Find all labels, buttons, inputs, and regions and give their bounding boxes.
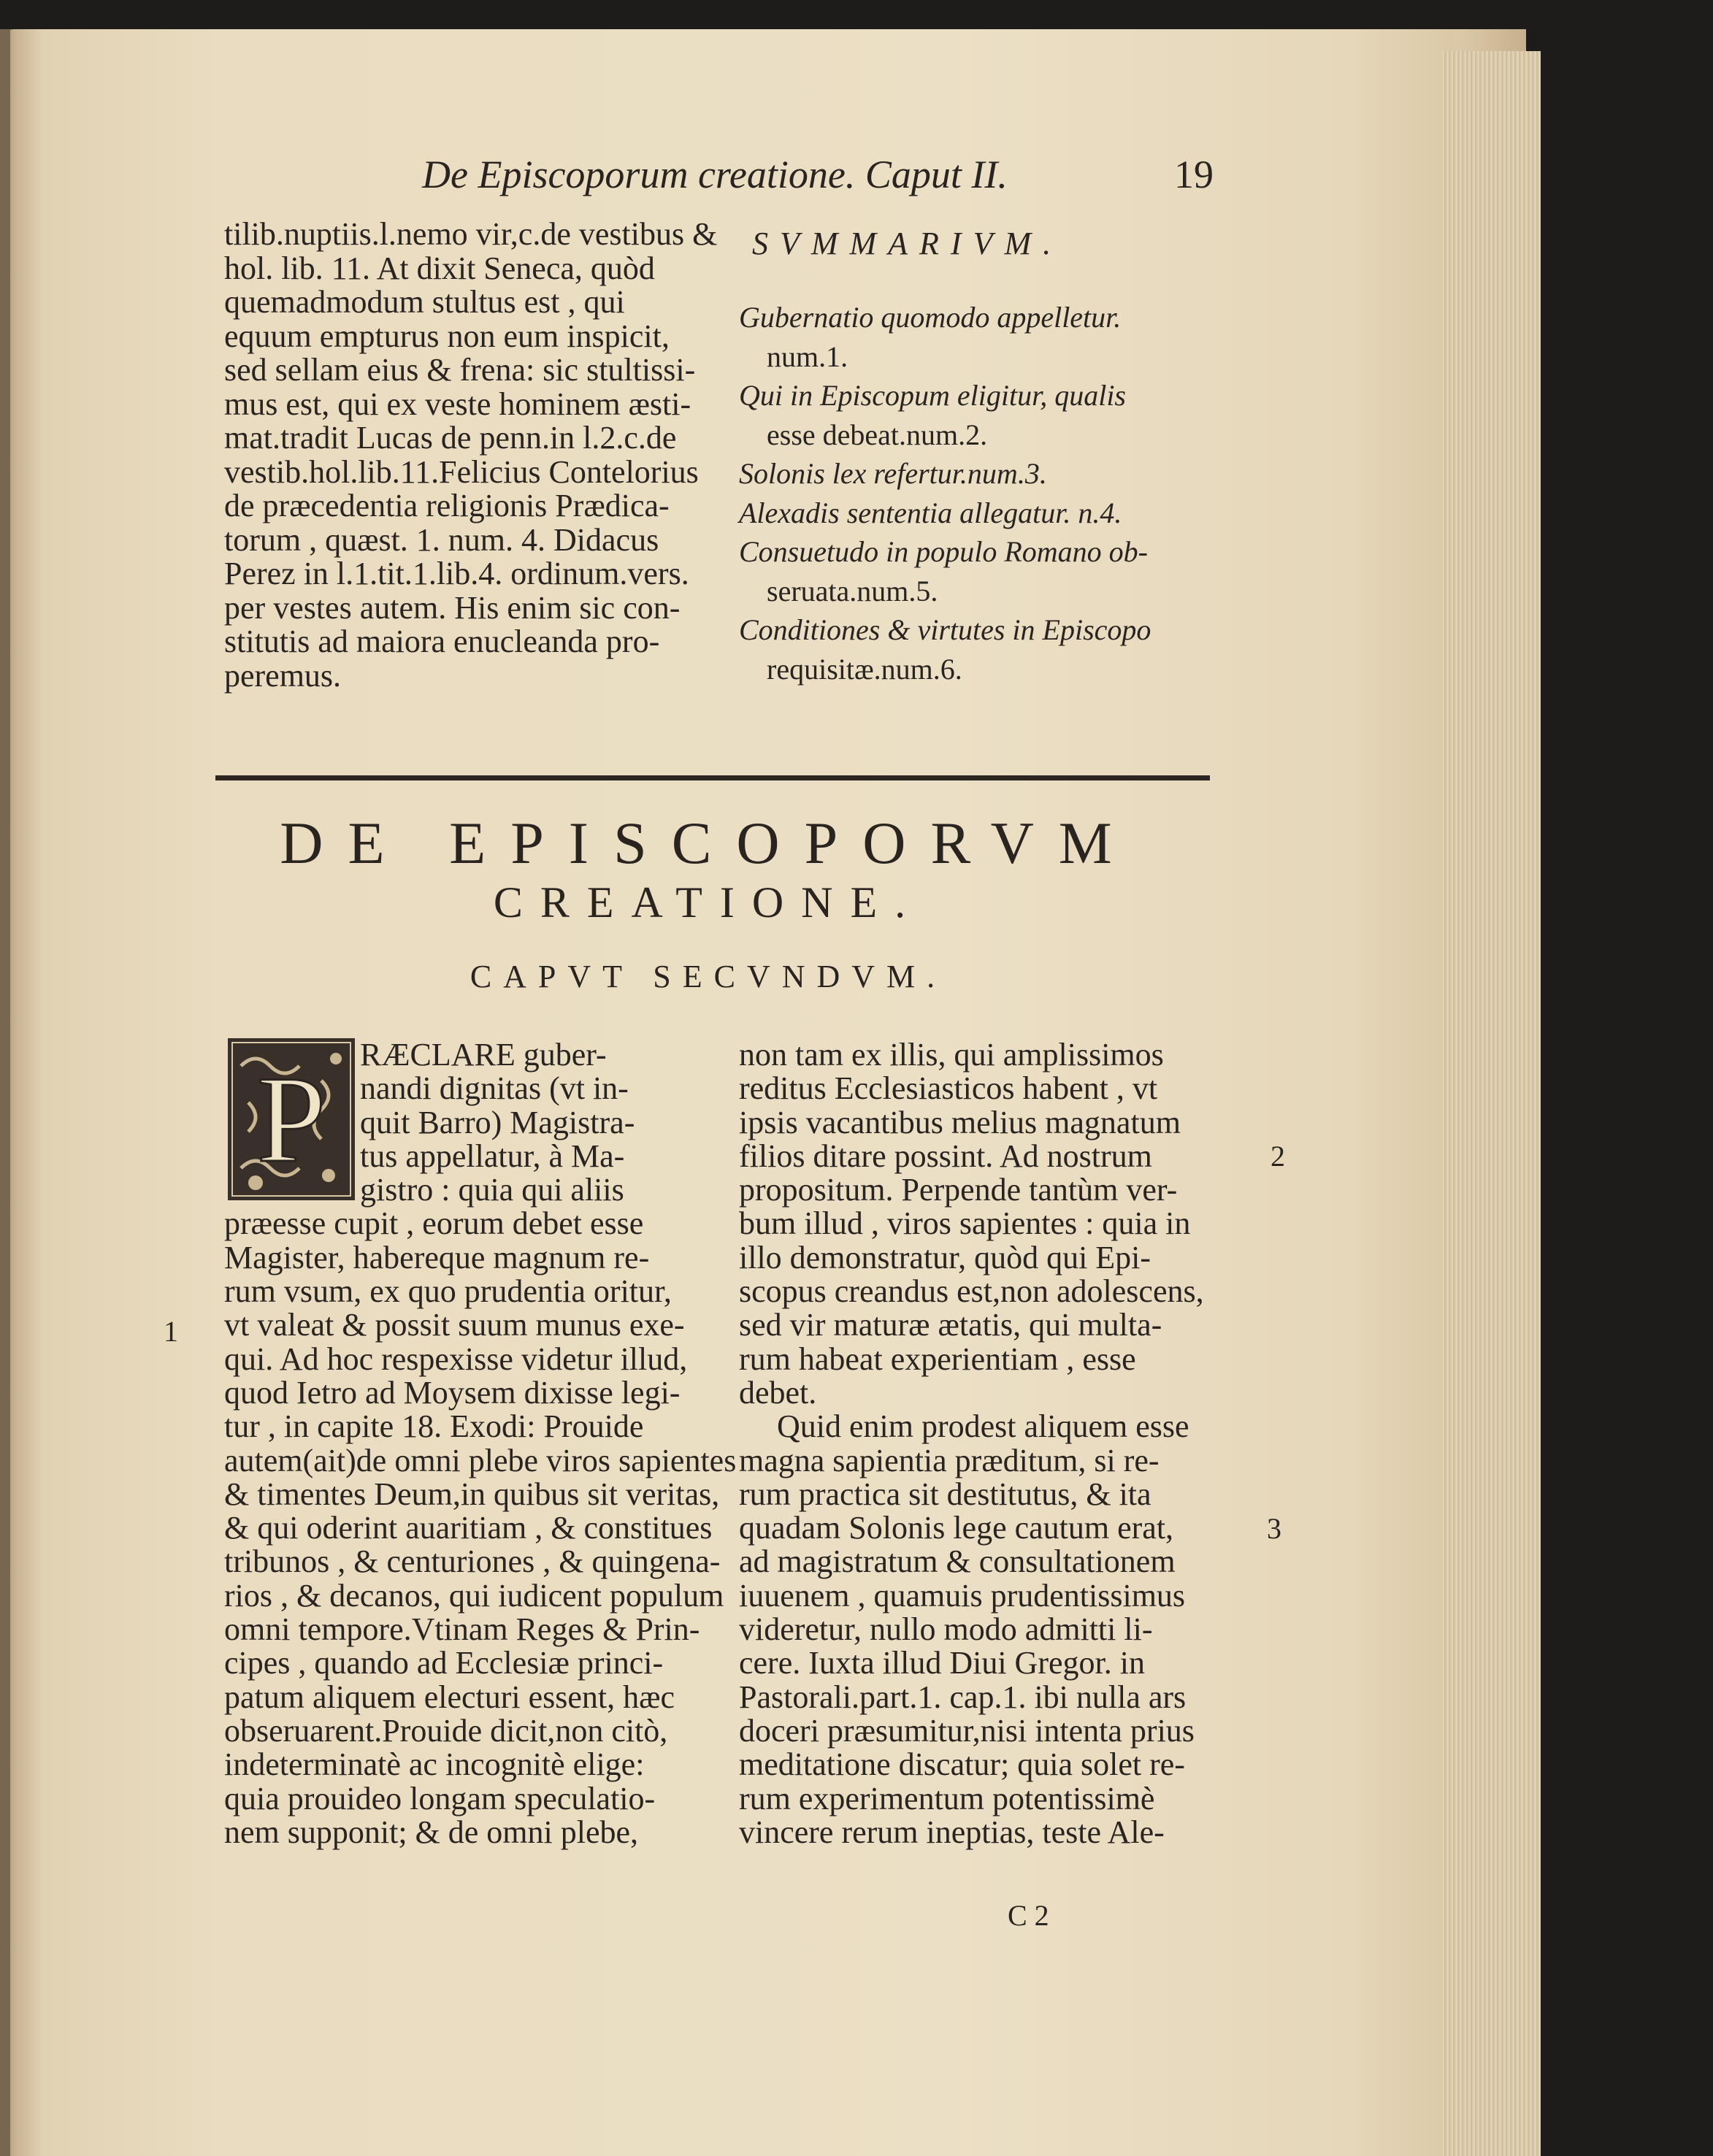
right-body-line: propositum. Perpende tantùm ver- bbox=[739, 1172, 1178, 1208]
left-top-line: mus est, qui ex veste hominem æsti- bbox=[224, 385, 691, 422]
summarium-line: Gubernatio quomodo appelletur. bbox=[739, 301, 1122, 334]
summarium-list bbox=[739, 298, 1151, 688]
summarium-title: SVMMARIVM. bbox=[752, 226, 1063, 261]
summarium-line: seruata.num.5. bbox=[767, 574, 938, 607]
right-body-line: quadam Solonis lege cautum erat, bbox=[739, 1510, 1174, 1546]
signature-mark: C 2 bbox=[1008, 1899, 1049, 1932]
left-top-line: equum empturus non eum inspicit, bbox=[224, 318, 670, 354]
summarium-line: esse debeat.num.2. bbox=[767, 418, 988, 451]
left-top-line: Perez in l.1.tit.1.lib.4. ordinum.vers. bbox=[224, 556, 689, 591]
book-spine bbox=[0, 29, 10, 2156]
left-body-line: patum aliquem electuri essent, hæc bbox=[224, 1679, 675, 1715]
right-body-line: doceri præsumitur,nisi intenta prius bbox=[739, 1712, 1195, 1749]
left-top-line: sed sellam eius & frena: sic stultissi- bbox=[224, 352, 696, 388]
margin-number-3: 3 bbox=[1267, 1512, 1281, 1545]
left-body-line: rum vsum, ex quo prudentia oritur, bbox=[224, 1273, 672, 1310]
right-body-line: rum experimentum potentissimè bbox=[739, 1780, 1155, 1817]
left-top-line: hol. lib. 11. At dixit Seneca, quòd bbox=[224, 250, 655, 286]
left-body-line: quod Ietro ad Moysem dixisse legi- bbox=[224, 1374, 681, 1411]
left-top-line: peremus. bbox=[224, 657, 342, 694]
right-body-line: debet. bbox=[739, 1374, 817, 1411]
right-body-line: bum illud , viros sapientes : quia in bbox=[739, 1205, 1191, 1242]
summarium-line: requisitæ.num.6. bbox=[767, 652, 962, 686]
summarium-line: Consuetudo in populo Romano ob- bbox=[739, 535, 1148, 568]
left-body-line: qui. Ad hoc respexisse videtur illud, bbox=[224, 1340, 688, 1377]
right-body-line: rum practica sit destitutus, & ita bbox=[739, 1476, 1151, 1512]
left-body-column bbox=[224, 1038, 736, 1849]
left-body-line: quit Barro) Magistra- bbox=[360, 1104, 635, 1140]
left-body-line: omni tempore.Vtinam Reges & Prin- bbox=[224, 1611, 700, 1648]
summarium-line: num.1. bbox=[767, 339, 848, 373]
left-body-line: nem supponit; & de omni plebe, bbox=[224, 1814, 639, 1850]
left-top-line: quemadmodum stultus est , qui bbox=[224, 284, 625, 320]
left-body-line: & timentes Deum,in quibus sit veritas, bbox=[224, 1476, 720, 1512]
right-body-line: Quid enim prodest aliquem esse bbox=[777, 1408, 1189, 1445]
page-fore-edge bbox=[1442, 51, 1541, 2156]
left-top-line: tilib.nuptiis.l.nemo vir,c.de vestibus & bbox=[224, 216, 718, 252]
right-body-line: scopus creandus est,non adolescens, bbox=[739, 1273, 1204, 1310]
right-body-line: ad magistratum & consultationem bbox=[739, 1543, 1176, 1580]
right-body-line: ipsis vacantibus melius magnatum bbox=[739, 1104, 1181, 1140]
left-body-line: & qui oderint auaritiam , & constitues bbox=[224, 1510, 713, 1546]
chapter-title-line3: CAPVT SECVNDVM. bbox=[470, 959, 947, 994]
right-body-line: rum habeat experientiam , esse bbox=[739, 1340, 1136, 1377]
left-top-line: stitutis ad maiora enucleanda pro- bbox=[224, 624, 660, 659]
right-body-line: non tam ex illis, qui amplissimos bbox=[739, 1037, 1164, 1073]
chapter-title-line2: CREATIONE. bbox=[493, 878, 924, 927]
left-body-line: cipes , quando ad Ecclesiæ princi- bbox=[224, 1645, 664, 1681]
margin-number-2: 2 bbox=[1271, 1140, 1285, 1173]
right-body-line: reditus Ecclesiasticos habent , vt bbox=[739, 1070, 1158, 1107]
right-body-line: meditatione discatur; quia solet re- bbox=[739, 1746, 1185, 1783]
left-top-column bbox=[224, 218, 717, 693]
right-body-line: filios ditare possint. Ad nostrum bbox=[739, 1138, 1152, 1174]
right-body-line: videretur, nullo modo admitti li- bbox=[739, 1611, 1153, 1648]
left-body-line: quia prouideo longam speculatio- bbox=[224, 1780, 656, 1817]
left-body-line: præesse cupit , eorum debet esse bbox=[224, 1205, 644, 1242]
right-body-line: Pastorali.part.1. cap.1. ibi nulla ars bbox=[739, 1679, 1187, 1715]
section-rule bbox=[215, 775, 1210, 780]
right-body-line: iuuenem , quamuis prudentissimus bbox=[739, 1577, 1186, 1614]
left-body-line: RÆCLARE guber- bbox=[360, 1037, 607, 1073]
chapter-title-line1: DE EPISCOPORVM bbox=[280, 810, 1137, 876]
right-body-line: magna sapientia præditum, si re- bbox=[739, 1442, 1160, 1478]
right-body-line: illo demonstratur, quòd qui Epi- bbox=[739, 1239, 1151, 1275]
right-body-line: sed vir maturæ ætatis, qui multa- bbox=[739, 1307, 1162, 1343]
left-top-line: torum , quæst. 1. num. 4. Didacus bbox=[224, 521, 659, 558]
left-top-line: de præcedentia religionis Prædica- bbox=[224, 488, 670, 523]
left-body-line: rios , & decanos, qui iudicent populum bbox=[224, 1577, 724, 1614]
left-body-line: nandi dignitas (vt in- bbox=[360, 1070, 629, 1107]
right-body-line: vincere rerum ineptias, teste Ale- bbox=[739, 1814, 1165, 1850]
left-body-line: tur , in capite 18. Exodi: Prouide bbox=[224, 1408, 644, 1445]
left-body-line: tus appellatur, à Ma- bbox=[360, 1138, 625, 1174]
summarium-line: Conditiones & virtutes in Episcopo bbox=[739, 613, 1151, 646]
left-body-line: autem(ait)de omni plebe viros sapientes bbox=[224, 1442, 737, 1478]
folio-number: 19 bbox=[1174, 153, 1214, 196]
right-body-column bbox=[739, 1038, 1204, 1849]
left-top-line: per vestes autem. His enim sic con- bbox=[224, 589, 681, 626]
left-body-line: vt valeat & possit suum munus exe- bbox=[224, 1307, 685, 1343]
summarium-line: Alexadis sententia allegatur. n.4. bbox=[739, 496, 1122, 529]
initial-letter: P bbox=[256, 1051, 326, 1188]
left-body-line: gistro : quia qui aliis bbox=[360, 1172, 624, 1208]
left-top-line: mat.tradit Lucas de penn.in l.2.c.de bbox=[224, 420, 677, 456]
margin-number-1: 1 bbox=[164, 1315, 178, 1348]
left-body-line: Magister, habereque magnum re- bbox=[224, 1239, 650, 1275]
left-body-line: tribunos , & centuriones , & quingena- bbox=[224, 1543, 721, 1580]
left-top-line: vestib.hol.lib.11.Felicius Contelorius bbox=[224, 453, 699, 490]
left-body-line: indeterminatè ac incognitè elige: bbox=[224, 1746, 645, 1783]
summarium-line: Solonis lex refertur.num.3. bbox=[739, 457, 1047, 490]
running-title: De Episcoporum creatione. Caput II. bbox=[422, 153, 1008, 196]
left-body-line: obseruarent.Prouide dicit,non citò, bbox=[224, 1712, 668, 1749]
right-body-line: cere. Iuxta illud Diui Gregor. in bbox=[739, 1645, 1145, 1681]
summarium-line: Qui in Episcopum eligitur, qualis bbox=[739, 379, 1126, 412]
